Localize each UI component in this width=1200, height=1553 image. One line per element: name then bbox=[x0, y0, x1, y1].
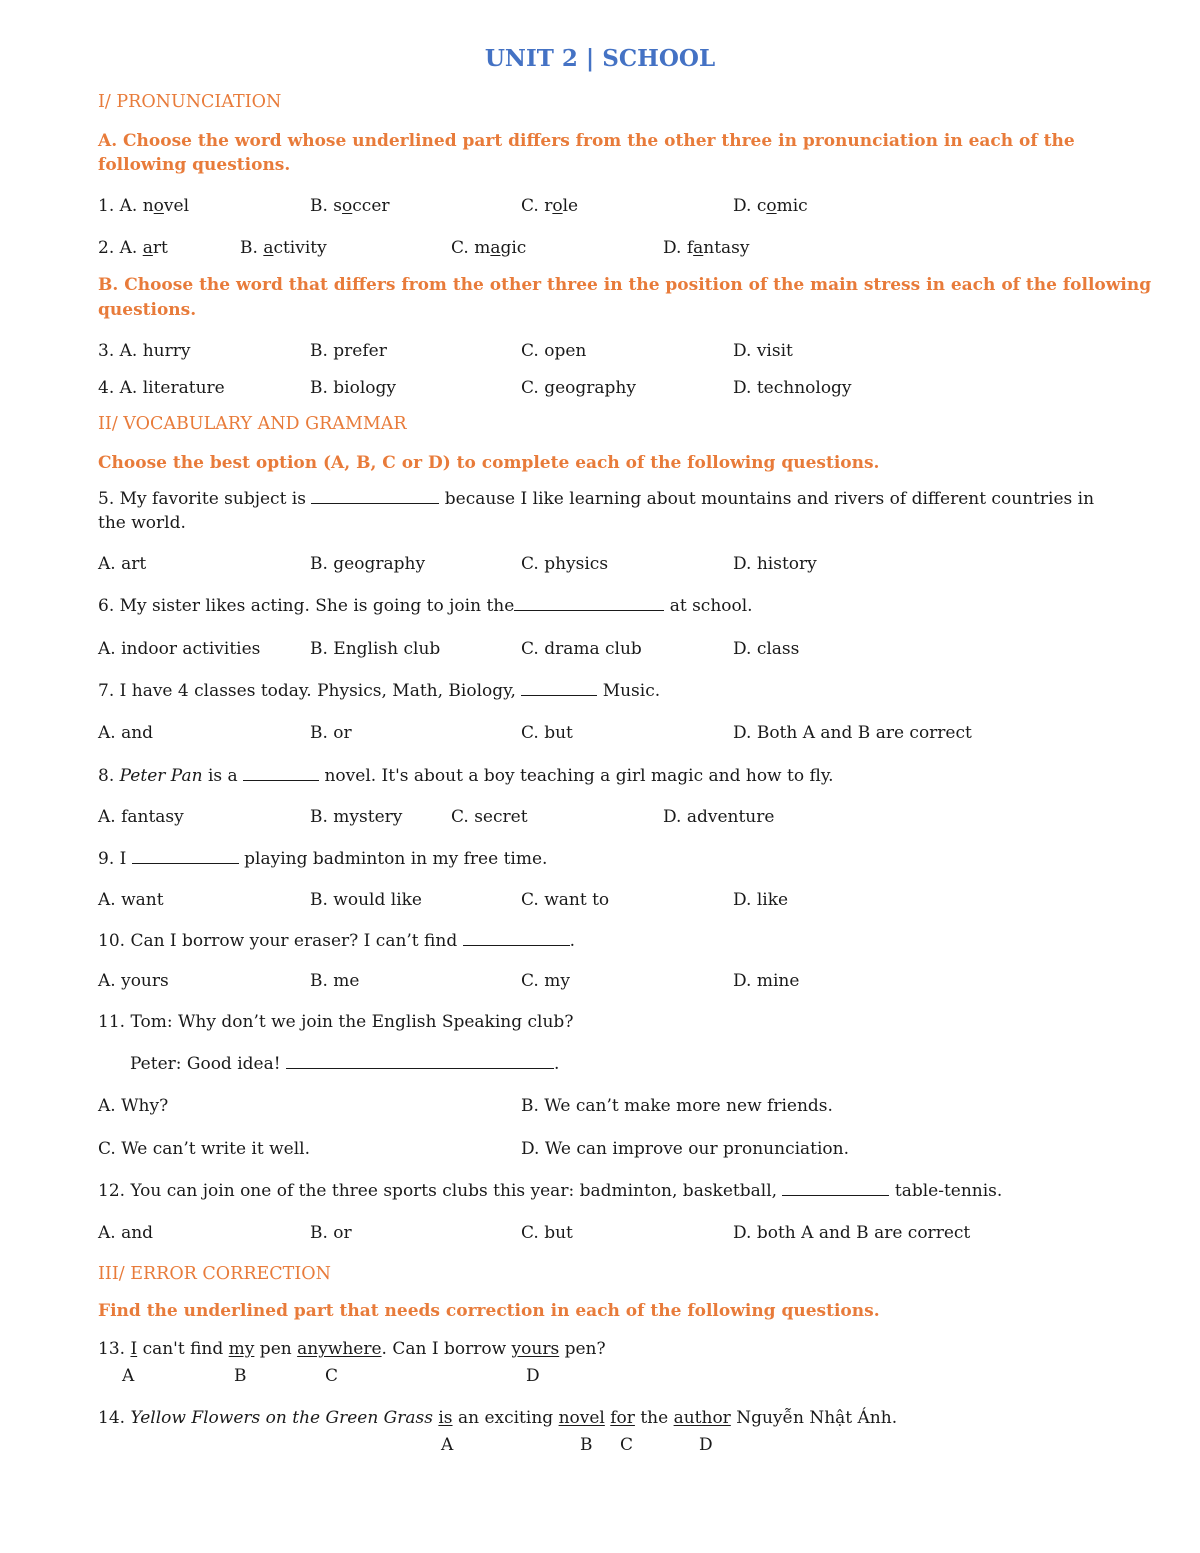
q12-option-c[interactable]: C. but bbox=[521, 1223, 573, 1243]
instruction-b-line2: questions. bbox=[98, 300, 197, 320]
answer-blank[interactable] bbox=[782, 1179, 889, 1196]
q10-question: 10. Can I borrow your eraser? I can’t find . bbox=[98, 931, 576, 951]
q11-option-d[interactable]: D. We can improve our pronunciation. bbox=[521, 1139, 850, 1159]
q11-question-line2: Peter: Good idea! . bbox=[130, 1054, 560, 1074]
q14-label-c: C bbox=[620, 1435, 634, 1455]
q4-option-a[interactable]: 4. A. literature bbox=[98, 378, 225, 398]
q1-option-b[interactable]: B. soccer bbox=[310, 196, 390, 216]
q8-option-b[interactable]: B. mystery bbox=[310, 807, 403, 827]
q11-question-line1: 11. Tom: Why don’t we join the English Speaking club? bbox=[98, 1012, 574, 1032]
section-error-correction: III/ ERROR CORRECTION bbox=[98, 1264, 331, 1284]
page-title: UNIT 2 | SCHOOL bbox=[484, 45, 716, 72]
q14-label-d: D bbox=[699, 1435, 713, 1455]
q8-question: 8. Peter Pan is a novel. It's about a boy teaching a girl magic and how to fly. bbox=[98, 766, 834, 786]
q2-option-c[interactable]: C. magic bbox=[451, 238, 527, 258]
q3-option-a[interactable]: 3. A. hurry bbox=[98, 341, 191, 361]
q3-option-d[interactable]: D. visit bbox=[733, 341, 793, 361]
q10-option-d[interactable]: D. mine bbox=[733, 971, 800, 991]
q7-option-c[interactable]: C. but bbox=[521, 723, 573, 743]
answer-blank[interactable] bbox=[243, 764, 319, 781]
q13-label-a: A bbox=[122, 1366, 135, 1386]
q9-option-a[interactable]: A. want bbox=[98, 890, 164, 910]
q3-option-c[interactable]: C. open bbox=[521, 341, 587, 361]
q13-label-b: B bbox=[234, 1366, 247, 1386]
q14-underline-d[interactable]: author bbox=[673, 1408, 731, 1428]
q14-question: 14. Yellow Flowers on the Green Grass is an exciting novel for the author Nguyễn Nhật Ánh. bbox=[98, 1408, 898, 1428]
instruction-c: Choose the best option (A, B, C or D) to complete each of the following questions. bbox=[98, 453, 880, 473]
q14-label-b: B bbox=[580, 1435, 593, 1455]
q13-underline-c[interactable]: anywhere bbox=[297, 1339, 382, 1359]
q5-option-d[interactable]: D. history bbox=[733, 554, 817, 574]
q5-option-b[interactable]: B. geography bbox=[310, 554, 426, 574]
answer-blank[interactable] bbox=[521, 679, 597, 696]
q2-option-b[interactable]: B. activity bbox=[240, 238, 327, 258]
q2-option-a[interactable]: 2. A. art bbox=[98, 238, 168, 258]
answer-blank[interactable] bbox=[514, 594, 664, 611]
q5-question-line1: 5. My favorite subject is because I like learning about mountains and rivers of different countries in bbox=[98, 489, 1095, 509]
q14-underline-b[interactable]: novel bbox=[558, 1408, 605, 1428]
instruction-d: Find the underlined part that needs correction in each of the following questions. bbox=[98, 1301, 880, 1321]
instruction-a-line2: following questions. bbox=[98, 155, 291, 175]
q14-label-a: A bbox=[441, 1435, 454, 1455]
q7-option-b[interactable]: B. or bbox=[310, 723, 352, 743]
q14-underline-c[interactable]: for bbox=[610, 1408, 635, 1428]
q12-option-a[interactable]: A. and bbox=[98, 1223, 154, 1243]
instruction-b-line1: B. Choose the word that differs from the other three in the position of the main stress in each of the following bbox=[98, 275, 1152, 295]
q11-option-c[interactable]: C. We can’t write it well. bbox=[98, 1139, 310, 1159]
q9-option-d[interactable]: D. like bbox=[733, 890, 789, 910]
q12-option-d[interactable]: D. both A and B are correct bbox=[733, 1223, 971, 1243]
q3-option-b[interactable]: B. prefer bbox=[310, 341, 387, 361]
q9-question: 9. I playing badminton in my free time. bbox=[98, 849, 548, 869]
instruction-a-line1: A. Choose the word whose underlined part differs from the other three in pronunciation in each of the bbox=[98, 131, 1075, 151]
answer-blank[interactable] bbox=[463, 929, 570, 946]
q1-option-a[interactable]: 1. A. novel bbox=[98, 196, 190, 216]
q11-option-b[interactable]: B. We can’t make more new friends. bbox=[521, 1096, 833, 1116]
q9-option-c[interactable]: C. want to bbox=[521, 890, 610, 910]
q13-label-c: C bbox=[325, 1366, 339, 1386]
q8-option-d[interactable]: D. adventure bbox=[663, 807, 775, 827]
q7-option-d[interactable]: D. Both A and B are correct bbox=[733, 723, 972, 743]
q10-option-c[interactable]: C. my bbox=[521, 971, 570, 991]
q5-option-c[interactable]: C. physics bbox=[521, 554, 609, 574]
q6-question: 6. My sister likes acting. She is going to join the at school. bbox=[98, 596, 753, 616]
q7-option-a[interactable]: A. and bbox=[98, 723, 154, 743]
q13-question: 13. I can't find my pen anywhere. Can I borrow yours pen? bbox=[98, 1339, 606, 1359]
q4-option-c[interactable]: C. geography bbox=[521, 378, 636, 398]
answer-blank[interactable] bbox=[311, 487, 439, 504]
q6-option-d[interactable]: D. class bbox=[733, 639, 800, 659]
q11-option-a[interactable]: A. Why? bbox=[98, 1096, 169, 1116]
section-pronunciation: I/ PRONUNCIATION bbox=[98, 92, 282, 112]
answer-blank[interactable] bbox=[132, 847, 239, 864]
q4-option-d[interactable]: D. technology bbox=[733, 378, 852, 398]
q14-underline-a[interactable]: is bbox=[438, 1408, 453, 1428]
q5-option-a[interactable]: A. art bbox=[98, 554, 147, 574]
q10-option-b[interactable]: B. me bbox=[310, 971, 360, 991]
q6-option-a[interactable]: A. indoor activities bbox=[98, 639, 261, 659]
q8-option-a[interactable]: A. fantasy bbox=[98, 807, 184, 827]
q8-option-c[interactable]: C. secret bbox=[451, 807, 528, 827]
q13-label-d: D bbox=[526, 1366, 540, 1386]
q13-underline-a[interactable]: I bbox=[130, 1339, 138, 1359]
section-vocabulary-grammar: II/ VOCABULARY AND GRAMMAR bbox=[98, 414, 407, 434]
q6-option-b[interactable]: B. English club bbox=[310, 639, 441, 659]
q2-option-d[interactable]: D. fantasy bbox=[663, 238, 750, 258]
q13-underline-d[interactable]: yours bbox=[511, 1339, 560, 1359]
q10-option-a[interactable]: A. yours bbox=[98, 971, 169, 991]
q9-option-b[interactable]: B. would like bbox=[310, 890, 422, 910]
q7-question: 7. I have 4 classes today. Physics, Math, Biology, Music. bbox=[98, 681, 661, 701]
q5-question-line2: the world. bbox=[98, 513, 186, 533]
q4-option-b[interactable]: B. biology bbox=[310, 378, 397, 398]
q13-underline-b[interactable]: my bbox=[228, 1339, 255, 1359]
q12-question: 12. You can join one of the three sports clubs this year: badminton, basketball, table-tennis. bbox=[98, 1181, 1003, 1201]
answer-blank[interactable] bbox=[286, 1052, 554, 1069]
q12-option-b[interactable]: B. or bbox=[310, 1223, 352, 1243]
q1-option-c[interactable]: C. role bbox=[521, 196, 579, 216]
q6-option-c[interactable]: C. drama club bbox=[521, 639, 642, 659]
q1-option-d[interactable]: D. comic bbox=[733, 196, 808, 216]
